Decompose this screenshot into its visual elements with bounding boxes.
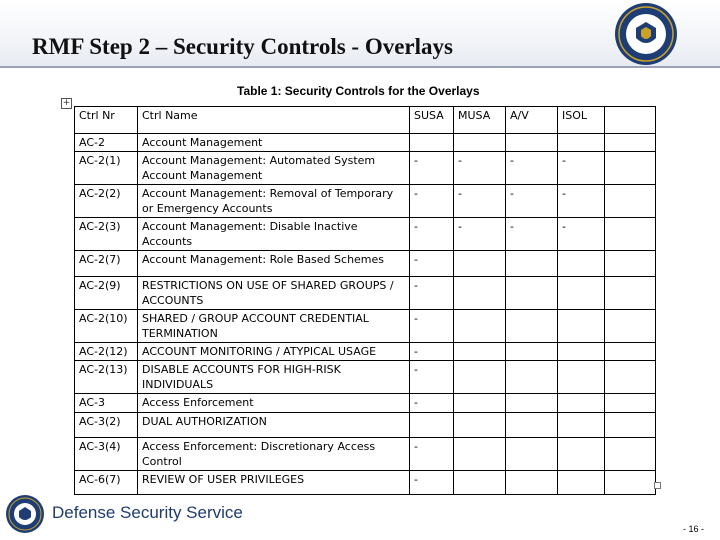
musa-cell: [454, 134, 506, 152]
ctrl-nr-cell: AC-2(7): [75, 251, 138, 277]
security-controls-table: [74, 106, 656, 495]
isol-cell: [558, 394, 605, 413]
header-musa: MUSA: [454, 107, 506, 134]
extra-cell: [605, 277, 656, 310]
isol-cell: -: [558, 185, 605, 218]
musa-cell: -: [454, 185, 506, 218]
extra-cell: [605, 251, 656, 277]
isol-cell: [558, 361, 605, 394]
ctrl-name-cell: Account Management: Disable Inactive Accounts: [138, 218, 410, 251]
extra-cell: [605, 361, 656, 394]
ctrl-nr-cell: AC-2(10): [75, 310, 138, 343]
extra-cell: [605, 218, 656, 251]
susa-cell: -: [410, 152, 454, 185]
table-caption: Table 1: Security Controls for the Overlays: [237, 84, 480, 98]
dss-logo-icon: [5, 494, 45, 534]
extra-cell: [605, 152, 656, 185]
susa-cell: -: [410, 251, 454, 277]
susa-cell: [410, 134, 454, 152]
isol-cell: [558, 343, 605, 361]
table-row: [75, 134, 656, 152]
musa-cell: [454, 343, 506, 361]
ctrl-nr-cell: AC-2(12): [75, 343, 138, 361]
extra-cell: [605, 471, 656, 495]
isol-cell: [558, 413, 605, 438]
ctrl-name-cell: DISABLE ACCOUNTS FOR HIGH-RISK INDIVIDUALS: [138, 361, 410, 394]
susa-cell: -: [410, 438, 454, 471]
table-row: [75, 185, 656, 218]
table-row: [75, 361, 656, 394]
musa-cell: [454, 394, 506, 413]
extra-cell: [605, 343, 656, 361]
header-blank: [605, 107, 656, 134]
ctrl-nr-cell: AC-2(13): [75, 361, 138, 394]
susa-cell: -: [410, 394, 454, 413]
isol-cell: [558, 134, 605, 152]
susa-cell: -: [410, 361, 454, 394]
av-cell: [506, 343, 558, 361]
susa-cell: -: [410, 218, 454, 251]
extra-cell: [605, 413, 656, 438]
table-row: [75, 413, 656, 438]
isol-cell: [558, 438, 605, 471]
susa-cell: -: [410, 471, 454, 495]
av-cell: [506, 310, 558, 343]
table-row: [75, 310, 656, 343]
ctrl-name-cell: Account Management: Removal of Temporary or Emergency Accounts: [138, 185, 410, 218]
susa-cell: -: [410, 185, 454, 218]
ctrl-name-cell: Access Enforcement: [138, 394, 410, 413]
ctrl-name-cell: DUAL AUTHORIZATION: [138, 413, 410, 438]
musa-cell: [454, 471, 506, 495]
table-row: [75, 394, 656, 413]
table-resize-handle-icon[interactable]: [654, 482, 661, 489]
av-cell: [506, 361, 558, 394]
ctrl-name-cell: REVIEW OF USER PRIVILEGES: [138, 471, 410, 495]
musa-cell: [454, 310, 506, 343]
ctrl-nr-cell: AC-2(1): [75, 152, 138, 185]
table-row: [75, 343, 656, 361]
ctrl-nr-cell: AC-3(4): [75, 438, 138, 471]
ctrl-name-cell: ACCOUNT MONITORING / ATYPICAL USAGE: [138, 343, 410, 361]
ctrl-nr-cell: AC-3: [75, 394, 138, 413]
page-number: - 16 -: [683, 524, 705, 534]
table-row: [75, 218, 656, 251]
isol-cell: [558, 251, 605, 277]
ctrl-nr-cell: AC-2(3): [75, 218, 138, 251]
header-isol: ISOL: [558, 107, 605, 134]
isol-cell: -: [558, 152, 605, 185]
isol-cell: [558, 277, 605, 310]
header-divider: [0, 66, 720, 68]
av-cell: [506, 251, 558, 277]
extra-cell: [605, 394, 656, 413]
av-cell: [506, 394, 558, 413]
av-cell: [506, 134, 558, 152]
musa-cell: [454, 413, 506, 438]
extra-cell: [605, 310, 656, 343]
ctrl-name-cell: Account Management: Role Based Schemes: [138, 251, 410, 277]
ctrl-name-cell: Account Management: Automated System Account Management: [138, 152, 410, 185]
ctrl-name-cell: SHARED / GROUP ACCOUNT CREDENTIAL TERMINATION: [138, 310, 410, 343]
susa-cell: -: [410, 343, 454, 361]
av-cell: -: [506, 152, 558, 185]
isol-cell: [558, 471, 605, 495]
av-cell: [506, 438, 558, 471]
ctrl-name-cell: Account Management: [138, 134, 410, 152]
table-move-handle-icon[interactable]: +: [62, 98, 71, 108]
susa-cell: [410, 413, 454, 438]
av-cell: [506, 277, 558, 310]
ctrl-name-cell: Access Enforcement: Discretionary Access Control: [138, 438, 410, 471]
susa-cell: -: [410, 310, 454, 343]
footer-org-name: Defense Security Service: [52, 503, 243, 522]
ctrl-nr-cell: AC-6(7): [75, 471, 138, 495]
table-row: [75, 471, 656, 495]
musa-cell: [454, 277, 506, 310]
musa-cell: [454, 251, 506, 277]
isol-cell: [558, 310, 605, 343]
ctrl-nr-cell: AC-2: [75, 134, 138, 152]
musa-cell: [454, 438, 506, 471]
ctrl-nr-cell: AC-2(2): [75, 185, 138, 218]
av-cell: -: [506, 218, 558, 251]
dss-seal-icon: [614, 2, 678, 66]
table-row: [75, 277, 656, 310]
table-row: [75, 251, 656, 277]
extra-cell: [605, 134, 656, 152]
susa-cell: -: [410, 277, 454, 310]
ctrl-name-cell: RESTRICTIONS ON USE OF SHARED GROUPS / ACCOUNTS: [138, 277, 410, 310]
header-ctrl-nr: Ctrl Nr: [75, 107, 138, 134]
musa-cell: [454, 361, 506, 394]
extra-cell: [605, 438, 656, 471]
header-susa: SUSA: [410, 107, 454, 134]
table-row: [75, 152, 656, 185]
av-cell: [506, 471, 558, 495]
header-av: A/V: [506, 107, 558, 134]
table-row: [75, 438, 656, 471]
ctrl-nr-cell: AC-3(2): [75, 413, 138, 438]
isol-cell: -: [558, 218, 605, 251]
extra-cell: [605, 185, 656, 218]
header-ctrl-name: Ctrl Name: [138, 107, 410, 134]
musa-cell: -: [454, 152, 506, 185]
av-cell: -: [506, 185, 558, 218]
av-cell: [506, 413, 558, 438]
ctrl-nr-cell: AC-2(9): [75, 277, 138, 310]
slide-title: RMF Step 2 – Security Controls - Overlays: [32, 34, 453, 59]
musa-cell: -: [454, 218, 506, 251]
